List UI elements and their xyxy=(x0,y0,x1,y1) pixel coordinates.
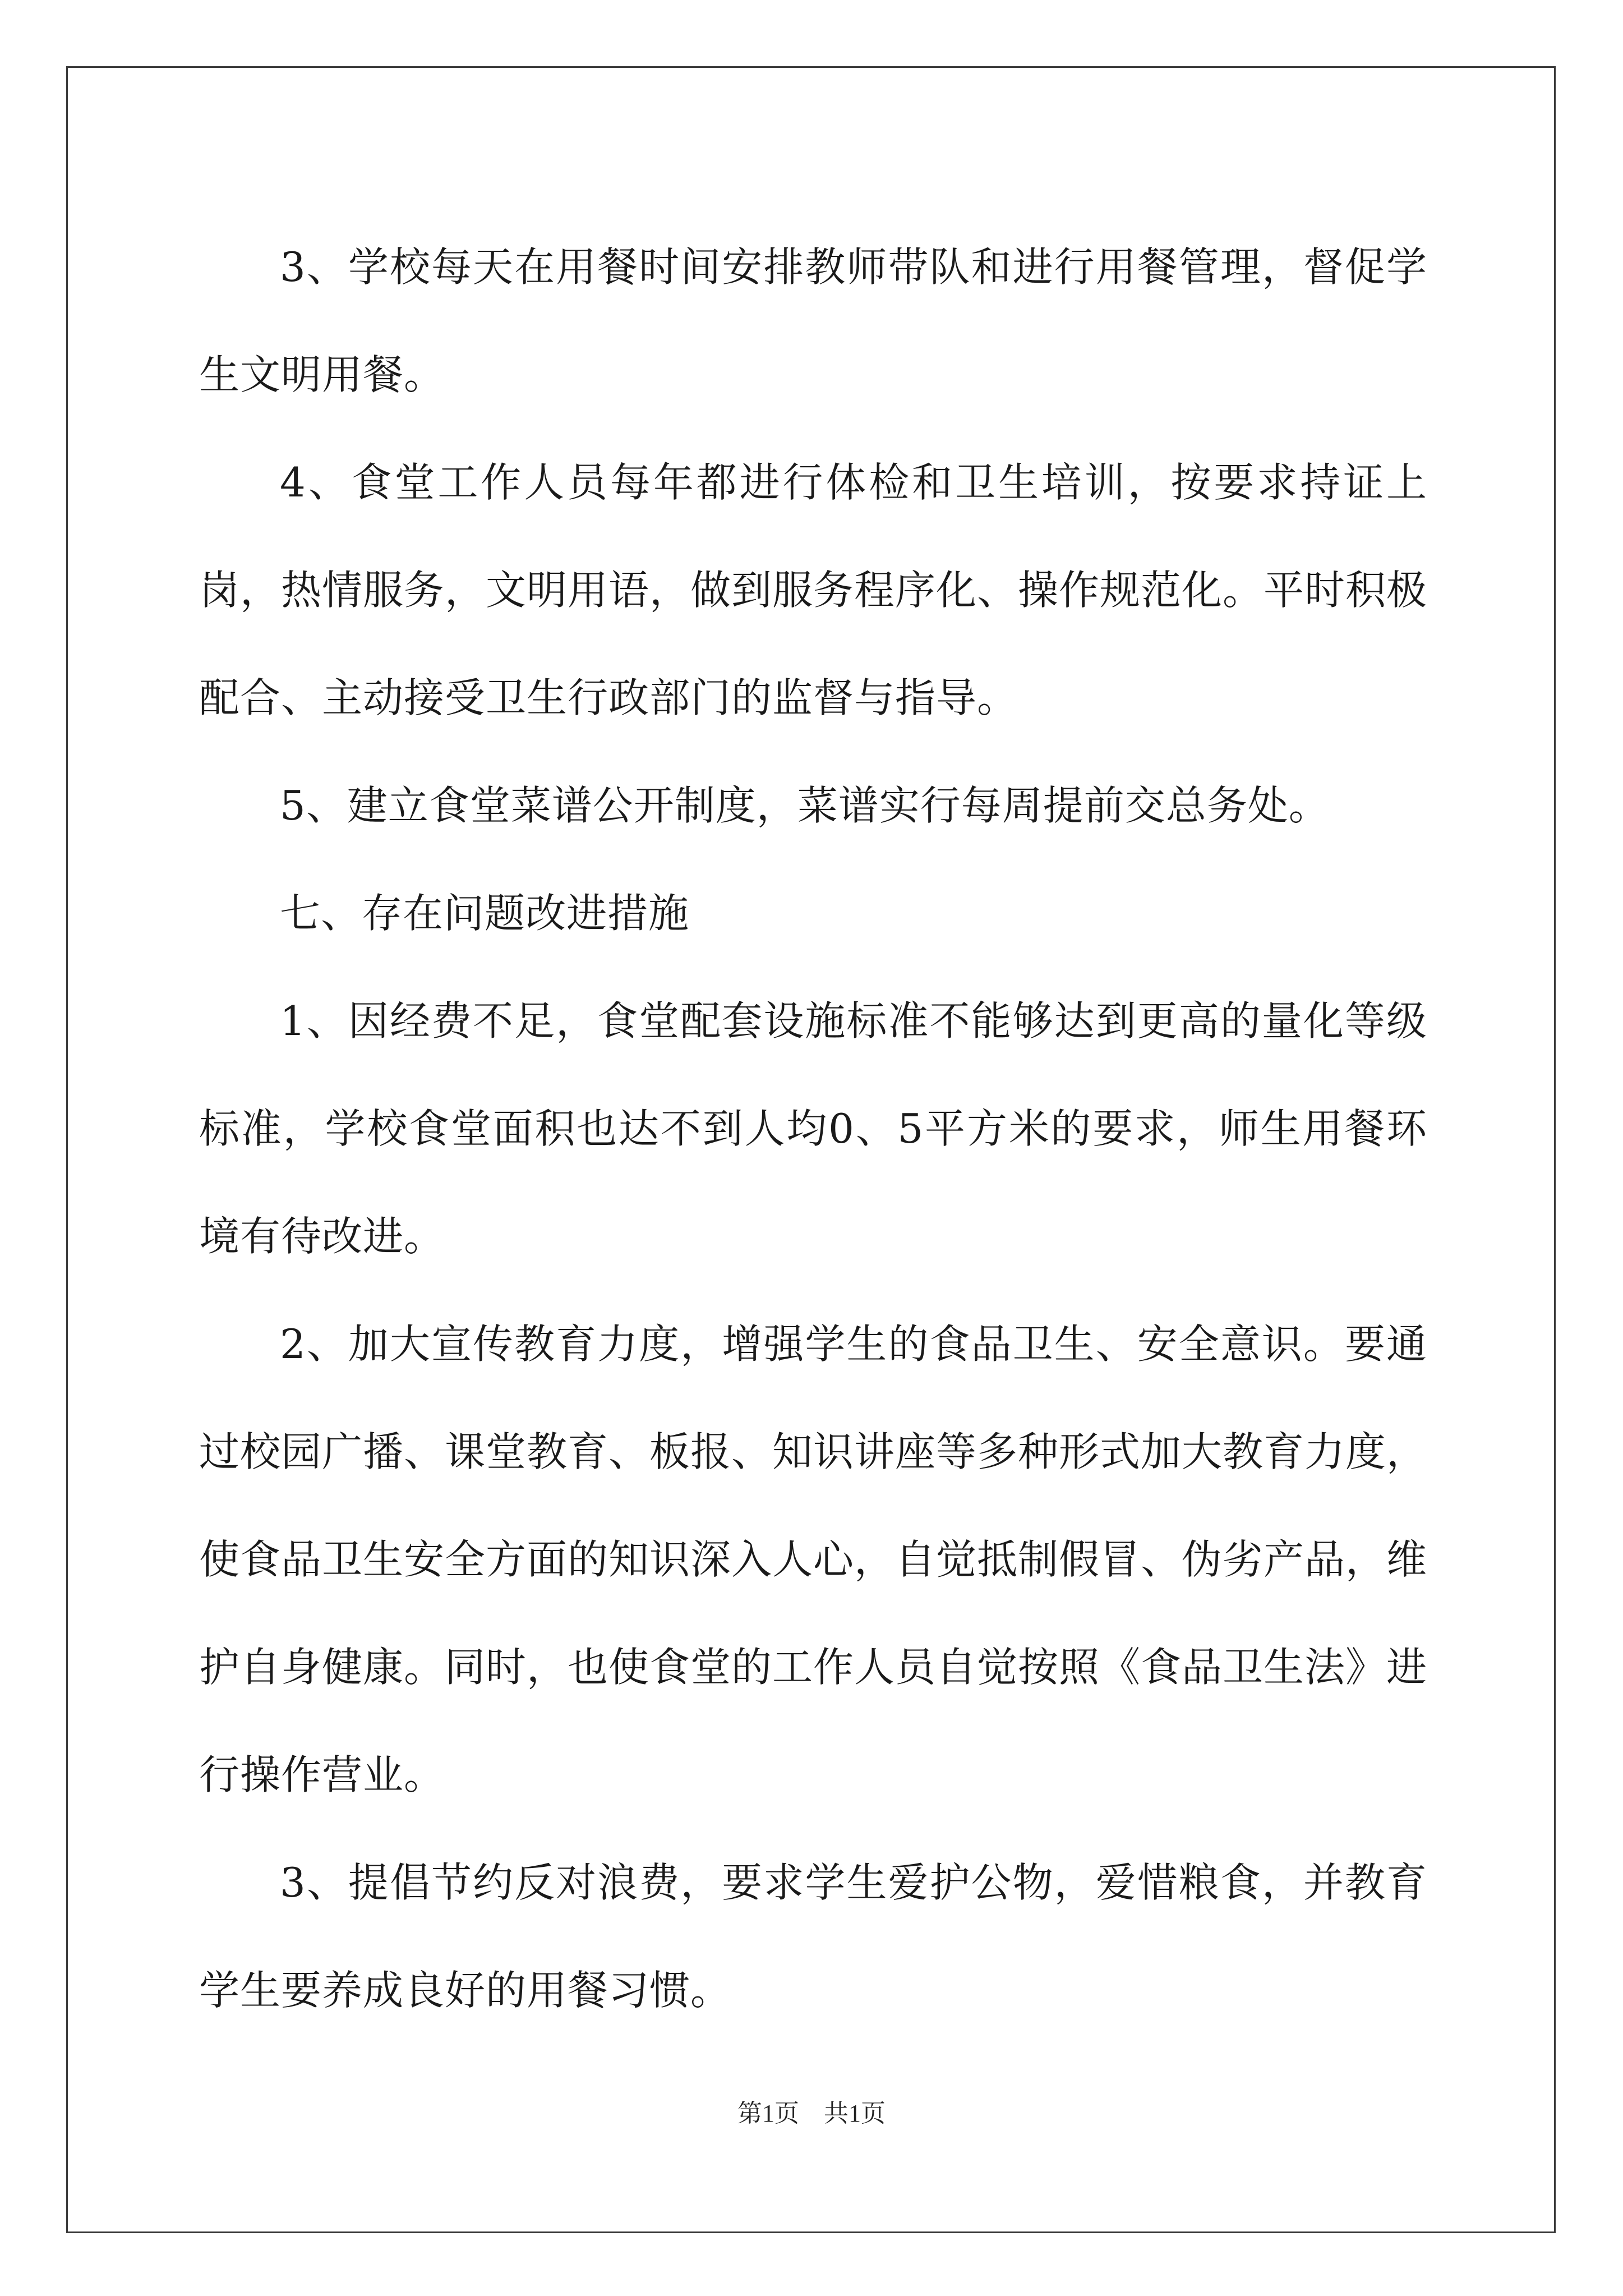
page-number: 第1页 xyxy=(737,2100,799,2127)
page-footer xyxy=(0,2097,1623,2131)
paragraph-problem-1: 1、因经费不足，食堂配套设施标准不能够达到更高的量化等级标准，学校食堂面积也达不到人均0、5平方米的要求，师生用餐环境有待改进。 xyxy=(199,997,1427,1260)
paragraph-item-4-staff: 4、食堂工作人员每年都进行体检和卫生培训，按要求持证上岗，热情服务，文明用语，做到服务程序化、操作规范化。平时积极配合、主动接受卫生行政部门的监督与指导。 xyxy=(199,459,1428,721)
paragraph-problem-3: 3、提倡节约反对浪费，要求学生爱护公物，爱惜粮食，并教育学生要养成良好的用餐习惯。 xyxy=(199,1859,1427,2014)
page-total: 共1页 xyxy=(824,2100,886,2127)
paragraph-item-5-menu: 5、建立食堂菜谱公开制度，菜谱实行每周提前交总务处。 xyxy=(280,782,1330,829)
section-heading: 七、存在问题改进措施 xyxy=(280,890,690,937)
document-body xyxy=(199,213,1427,2044)
paragraph-item-3-dining: 3、学校每天在用餐时间安排教师带队和进行用餐管理，督促学生文明用餐。 xyxy=(199,243,1427,398)
paragraph-problem-2: 2、加大宣传教育力度，增强学生的食品卫生、安全意识。要通过校园广播、课堂教育、板报、知识讲座等多种形式加大教育力度，使食品卫生安全方面的知识深入人心，自觉抵制假冒、伪劣产品，维护自身健康。同时，也使食堂的工作人员自觉按照《食品卫生法》进行操作营业。 xyxy=(199,1320,1428,1798)
